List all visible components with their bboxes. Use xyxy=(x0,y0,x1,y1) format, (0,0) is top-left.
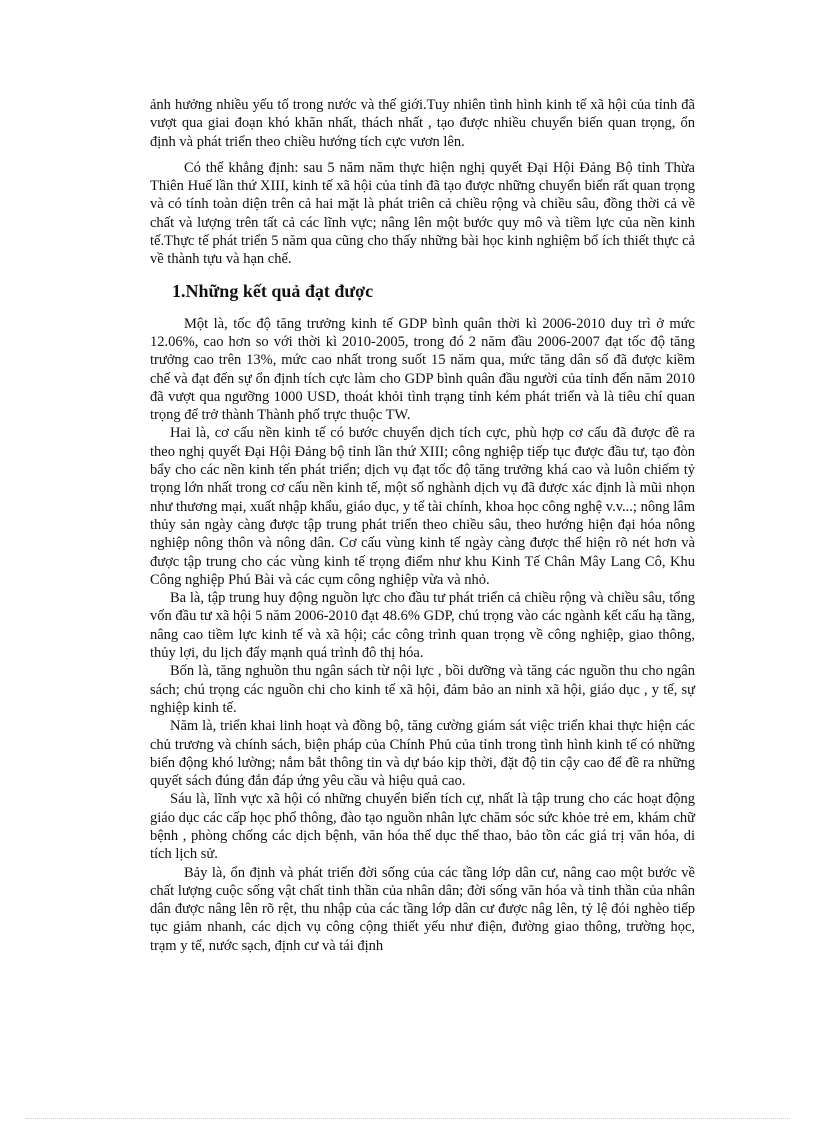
paragraph-hai-la: Hai là, cơ cấu nền kinh tế có bước chuyển dịch tích cực, phù hợp cơ cấu đã được đề ra theo nghị quyết Đại Hội Đảng bộ tỉnh lần thứ XIII; công nghiệp tiếp tục được đầu tư, tạo đòn bẩy cho các nền kinh tến phát triển; dịch vụ đạt tốc độ tăng trưởng khá cao và luôn chiếm tỷ trọng lớn nhất trong cơ cấu nền kinh tế, một số nghành dịch vụ đã được xác định là mũi nhọn như thương mại, xuất nhập khẩu, giáo dục, y tế tài chính, khoa học công nghệ v.v...; nông lâm thủy sản ngày càng được tập trung phát triển theo chiều sâu, theo hướng hiện đại hóa nông nghiệp nông thôn và nông dân. Cơ cấu vùng kinh tế ngày càng được thể hiện rõ nét hơn và được tập trung cho các vùng kinh tế trọng điểm như khu Kinh Tế Chân Mây Lang Cô, Khu Công nghiệp Phú Bài và các cụm công nghiệp vừa và nhỏ. xyxy=(150,425,695,588)
page-bottom-divider xyxy=(26,1118,790,1119)
paragraph-bay-la: Bảy là, ổn định và phát triển đời sống của các tầng lớp dân cư, nâng cao một bước về chất lượng cuộc sống vật chất tinh thần của nhân dân; đời sống văn hóa và tinh thần của nhân dân được nâng lên rõ rệt, thu nhập của các tầng lớp dân cư được nâg lên, tỷ lệ đói nghèo tiếp tục giảm nhanh, các dịch vụ công cộng thiết yếu như điện, đường giao thông, trường học, trạm y tế, nước sạch, định cư và tái định xyxy=(150,864,695,954)
intro-paragraph-2: Có thể khẳng định: sau 5 năm năm thực hiện nghị quyết Đại Hội Đảng Bộ tỉnh Thừa Thiên Huế lần thứ XIII, kinh tế xã hội của tỉnh đã tạo được những chuyển biến rất quan trọng và có tính toàn diện trên cả hai mặt là phát triên cả chiều rộng và chiều sâu, đồng thời cả về chất và lượng trên tất cả các lĩnh vực; nâng lên một bước quy mô và tiềm lực của nền kinh tế.Thực tế phát triển 5 năm qua cũng cho thấy những bài học kinh nghiệm bổ ích thiết thực cả về thành tựu và hạn chế. xyxy=(150,159,695,268)
document-body xyxy=(150,96,695,955)
paragraph-nam-la: Năm là, triển khai linh hoạt và đồng bộ, tăng cường giám sát việc triển khai thực hiện các chủ trương và chính sách, biện pháp của Chính Phủ của tỉnh trong tình hình kinh tế có những biến động khó lường; nắm bắt thông tin và dự báo kịp thời, đặt độ tin cậy cao để đề ra những quyết sách đúng đắn đáp ứng yêu cầu và hiệu quả cao. xyxy=(150,718,695,790)
intro-paragraph-1: ảnh hưởng nhiều yếu tố trong nước và thế giới.Tuy nhiên tình hình kinh tế xã hội của tỉnh đã vượt qua giai đoạn khó khăn nhất, thách nhất , tạo được nhiều chuyển biến quan trọng, ổn định và phát triển theo chiều hướng tích cực vươn lên. xyxy=(150,97,695,150)
paragraph-bon-la: Bốn là, tăng nghuồn thu ngân sách từ nội lực , bồi dưỡng và tăng các nguồn thu cho ngân sách; chú trọng các nguồn chi cho kinh tế xã hội, đảm bảo an ninh xã hội, giáo dục , y tế, sự nghiệp kinh tế. xyxy=(150,663,695,716)
paragraph-sau-la: Sáu là, lĩnh vực xã hội có những chuyển biến tích cự, nhất là tập trung cho các hoạt động giáo dục các cấp học phổ thông, đào tạo nguồn nhân lực chăm sóc sức khỏe trẻ em, khám chữ bệnh , phòng chống các dịch bệnh, văn hóa thể dục thể thao, bảo tồn các giá trị văn hóa, di tích lịch sử. xyxy=(150,791,695,863)
paragraph-mot-la: Một là, tốc độ tăng trưởng kinh tế GDP bình quân thời kì 2006-2010 duy trì ở mức 12.06%, cao hơn so với thời kì 2010-2005, trong đó 2 năm đầu 2006-2007 đạt tốc độ tăng trưởng cao trên 13%, mức cao nhất trong suốt 15 năm qua, mức tăng dân số đã được kiềm chế và đạt đến sự ổn định tích cực làm cho GDP bình quân đầu người của tỉnh đến năm 2010 đã vượt qua ngưỡng 1000 USD, thoát khỏi tình trạng tỉnh kém phát triển và là tiêu chí quan trọng để trở thành Thành phố trực thuộc TW. xyxy=(150,315,695,424)
section-heading: 1.Những kết quả đạt được xyxy=(172,280,374,301)
paragraph-ba-la: Ba là, tập trung huy động nguồn lực cho đầu tư phát triển cả chiều rộng và chiều sâu, tổng vốn đầu tư xã hội 5 năm 2006-2010 đạt 48.6% GDP, chú trọng vào các ngành kết cấu hạ tầng, nâng cao tiềm lực kinh tế và xã hội; các công trình quan trọng về công nghiệp, giao thông, thủy lợi, du lịch đẩy mạnh quá trình đô thị hóa. xyxy=(150,590,695,662)
